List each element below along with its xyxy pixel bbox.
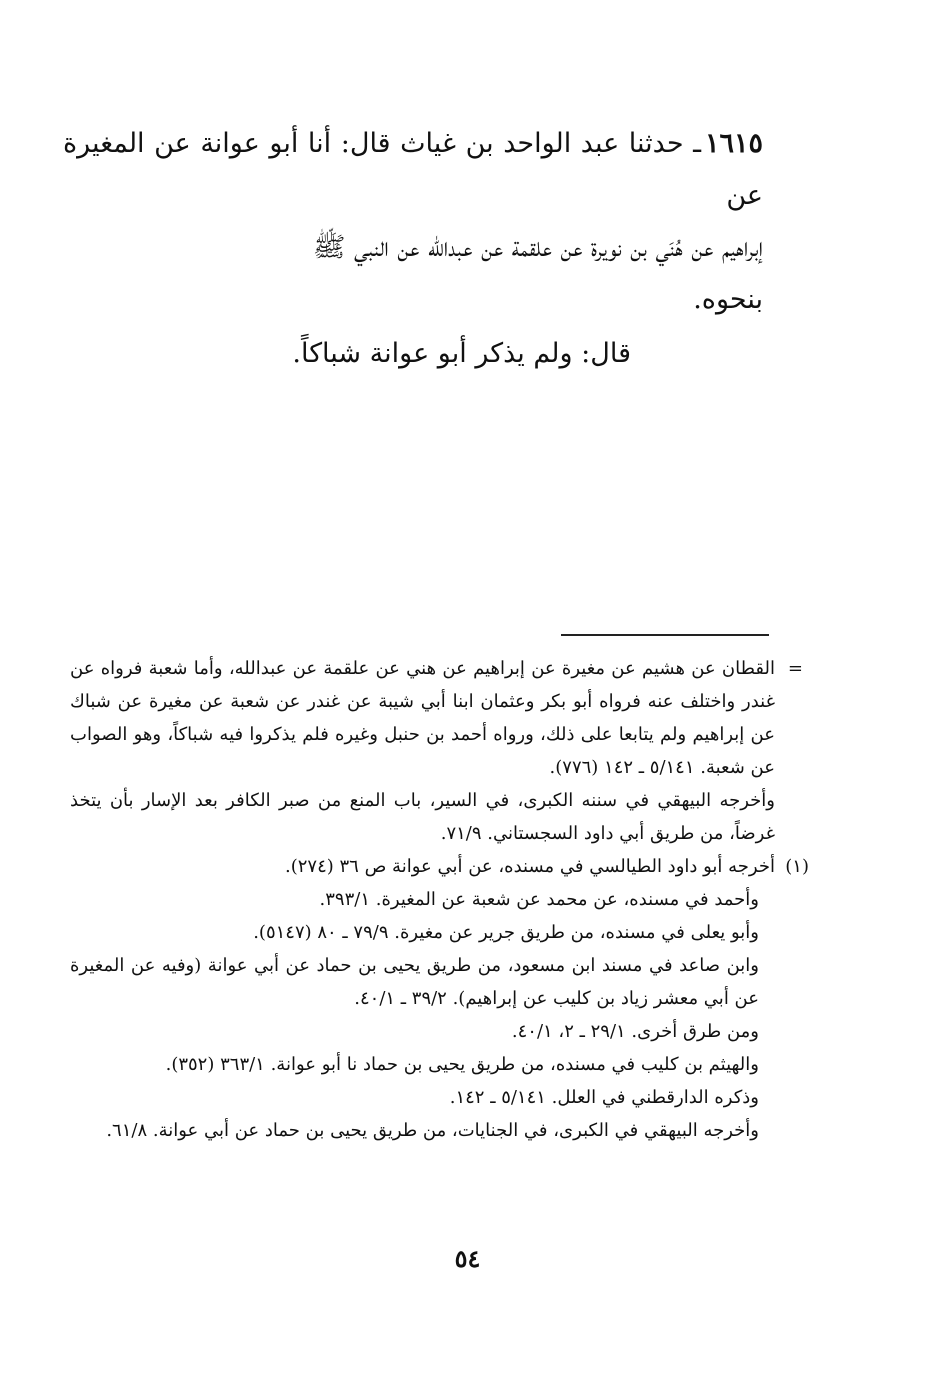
page-number: ٥٤ — [454, 1244, 481, 1273]
footnote-paragraph: القطان عن هشيم عن مغيرة عن إبراهيم عن هني عن علقمة عن عبدالله، وأما شعبة فرواه عن غندر واختلف عنه فرواه أبو بكر وعثمان ابنا أبي شيبة عن غندر عن شعبة عن مغيرة عن شباك عن إبراهيم ولم يتابعا على ذلك، ورواه أحمد بن حنبل وغيره فلم يذكروا فيه شباكاً، وهو الصواب عن شعبة. ٥/١٤١ ـ ١٤٢ (٧٧٦). — [70, 658, 775, 778]
footnote-entry: والهيثم بن كليب في مسنده، من طريق يحيى بن حماد نا أبو عوانة. ٣٦٣/١ (٣٥٢). — [165, 1054, 759, 1075]
continuation-mark: = — [787, 658, 803, 679]
hadith-line — [63, 118, 763, 222]
footnote-entry: ومن طرق أخرى. ٢٩/١ ـ ٢، ٤٠/١. — [511, 1021, 759, 1042]
footnote-continuation — [70, 652, 803, 850]
hadith-text-line-1: ـ حدثنا عبد الواحد بن غياث قال: أنا أبو عوانة عن المغيرة عن — [63, 128, 763, 211]
footnote-entry: أخرجه أبو داود الطيالسي في مسنده، عن أبي عوانة ص ٣٦ (٢٧٤). — [284, 856, 775, 877]
footnote-entry: وذكره الدارقطني في العلل. ٥/١٤١ ـ ١٤٢. — [449, 1087, 759, 1108]
footnote-entry: وأخرجه البيهقي في الكبرى، في الجنايات، من طريق يحيى بن حماد عن أبي عوانة. ٦١/٨. — [106, 1120, 759, 1141]
footnote-1 — [70, 850, 809, 1147]
hadith-note: قال: ولم يذكر أبو عوانة شباكاً. — [292, 338, 631, 369]
hadith-text-line-2: إبراهيم عن هُنَي بن نويرة عن علقمة عن عبدالله عن النبي ﷺ — [312, 232, 763, 263]
hadith-note-line — [63, 328, 763, 380]
footnote-divider — [561, 634, 769, 636]
footnotes-section — [70, 652, 809, 1147]
hadith-main-text — [63, 118, 763, 380]
hadith-line — [63, 222, 763, 274]
footnote-number: (١) — [785, 856, 809, 877]
footnote-paragraph: وأخرجه البيهقي في سننه الكبرى، في السير، باب المنع من صبر الكافر بعد الإسار بأن يتخذ غرضاً، من طريق أبي داود السجستاني. ٧١/٩. — [70, 790, 775, 844]
footnote-entry: وأحمد في مسنده، عن محمد عن شعبة عن المغيرة. ٣٩٣/١. — [319, 889, 759, 910]
hadith-line — [63, 274, 763, 326]
footnote-entry: وأبو يعلى في مسنده، من طريق جرير عن مغيرة. ٧٩/٩ ـ ٨٠ (٥١٤٧). — [253, 922, 759, 943]
footnote-entry-first — [70, 850, 809, 883]
hadith-number: ١٦١٥ — [704, 128, 763, 159]
hadith-text-line-3: بنحوه. — [693, 284, 763, 315]
footnote-entry: وابن صاعد في مسند ابن مسعود، من طريق يحيى بن حماد عن أبي عوانة (وفيه عن المغيرة عن أبي معشر زياد بن كليب عن إبراهيم). ٣٩/٢ ـ ٤٠/١. — [70, 955, 759, 1009]
